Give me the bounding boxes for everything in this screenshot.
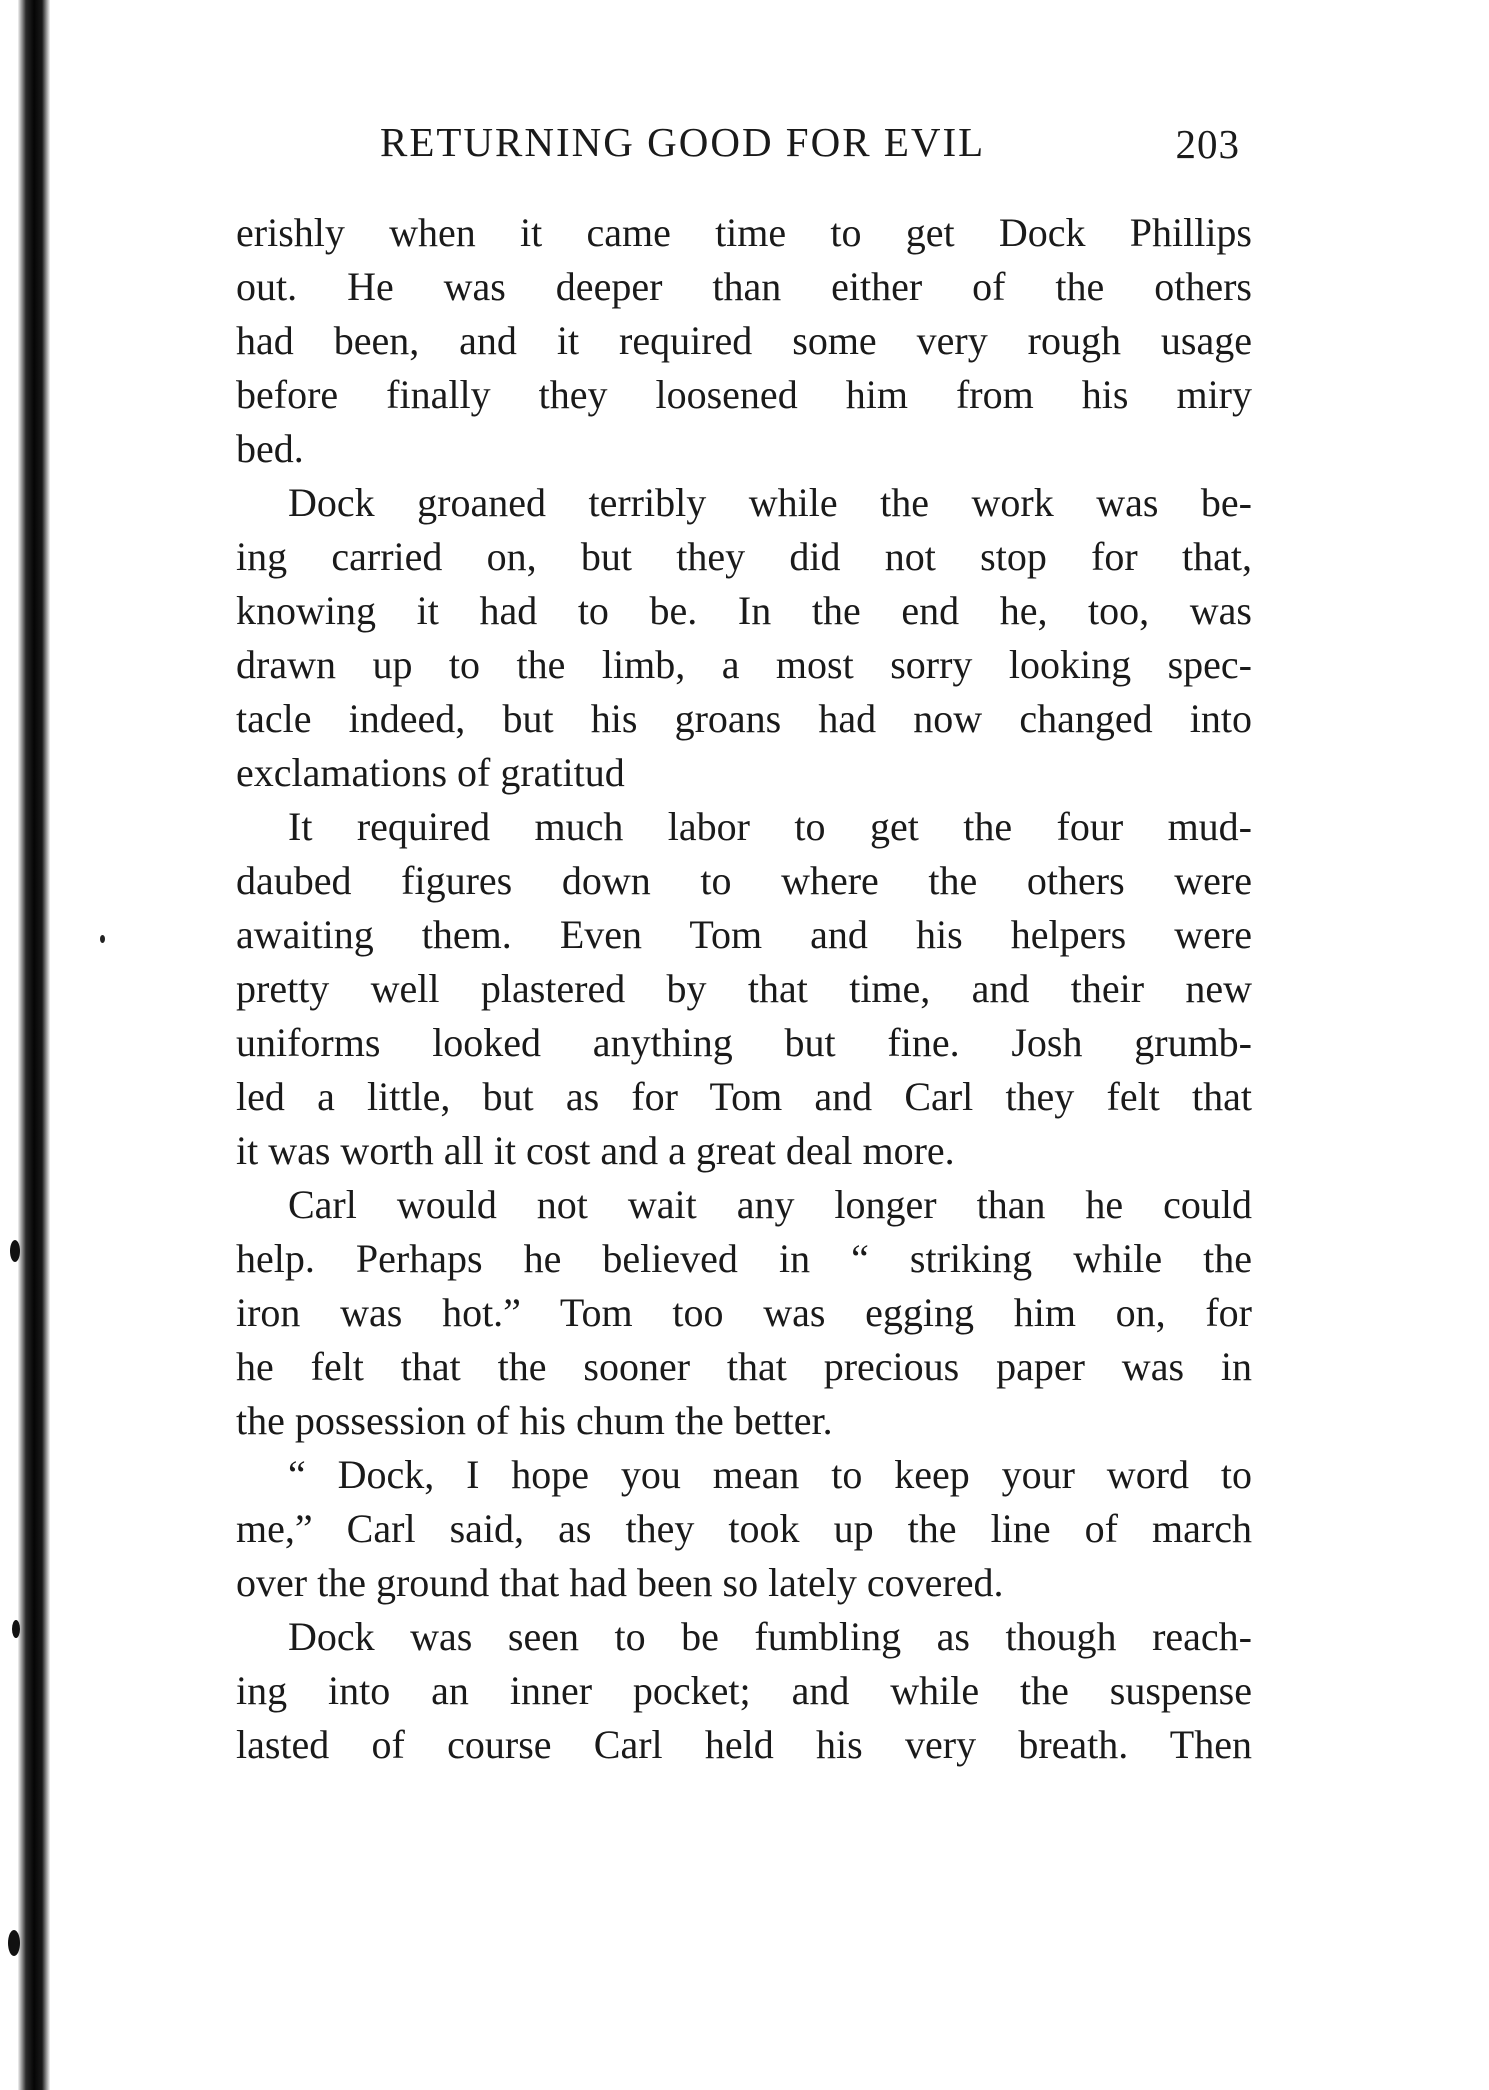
- text-line: exclamations of gratitud: [236, 750, 625, 795]
- text-line: ing into an inner pocket; and while the suspense: [236, 1668, 1252, 1713]
- text-line: Dock was seen to be fumbling as though reach-: [288, 1614, 1252, 1659]
- text-line: before finally they loosened him from his miry: [236, 372, 1252, 417]
- text-line: uniforms looked anything but fine. Josh grumb-: [236, 1020, 1252, 1065]
- text-line: It required much labor to get the four mud-: [288, 804, 1252, 849]
- text-line: erishly when it came time to get Dock Phillips: [236, 210, 1252, 255]
- text-line: the possession of his chum the better.: [236, 1398, 833, 1443]
- text-line: iron was hot.” Tom too was egging him on, for: [236, 1290, 1252, 1335]
- text-line: Carl would not wait any longer than he could: [288, 1182, 1252, 1227]
- text-line: me,” Carl said, as they took up the line of march: [236, 1506, 1252, 1551]
- text-line: bed.: [236, 426, 304, 471]
- binding-speck: [10, 1240, 20, 1262]
- text-line: tacle indeed, but his groans had now changed into: [236, 696, 1252, 741]
- text-line: led a little, but as for Tom and Carl they felt that: [236, 1074, 1252, 1119]
- page-number: 203: [1175, 121, 1240, 167]
- text-line: drawn up to the limb, a most sorry looking spec-: [236, 642, 1252, 687]
- text-line: pretty well plastered by that time, and their new: [236, 966, 1252, 1011]
- text-line: Dock groaned terribly while the work was be-: [288, 480, 1252, 525]
- binding-speck: [12, 1620, 20, 1638]
- binding-edge: [18, 0, 50, 2090]
- text-line: help. Perhaps he believed in “ striking while the: [236, 1236, 1252, 1281]
- text-line: “ Dock, I hope you mean to keep your word to: [288, 1452, 1252, 1497]
- text-line: he felt that the sooner that precious paper was in: [236, 1344, 1252, 1389]
- running-title: RETURNING GOOD FOR EVIL: [380, 119, 986, 165]
- text-line: awaiting them. Even Tom and his helpers were: [236, 912, 1252, 957]
- stray-mark: [100, 935, 105, 943]
- text-line: out. He was deeper than either of the others: [236, 264, 1252, 309]
- body-text: [236, 206, 1252, 1772]
- running-head: [380, 118, 1240, 178]
- text-line: ing carried on, but they did not stop for that,: [236, 534, 1252, 579]
- text-line: it was worth all it cost and a great deal more.: [236, 1128, 955, 1173]
- text-line: daubed figures down to where the others were: [236, 858, 1252, 903]
- binding-speck: [8, 1930, 20, 1956]
- text-line: had been, and it required some very rough usage: [236, 318, 1252, 363]
- text-line: lasted of course Carl held his very breath. Then: [236, 1722, 1252, 1767]
- text-line: knowing it had to be. In the end he, too, was: [236, 588, 1252, 633]
- text-line: over the ground that had been so lately covered.: [236, 1560, 1004, 1605]
